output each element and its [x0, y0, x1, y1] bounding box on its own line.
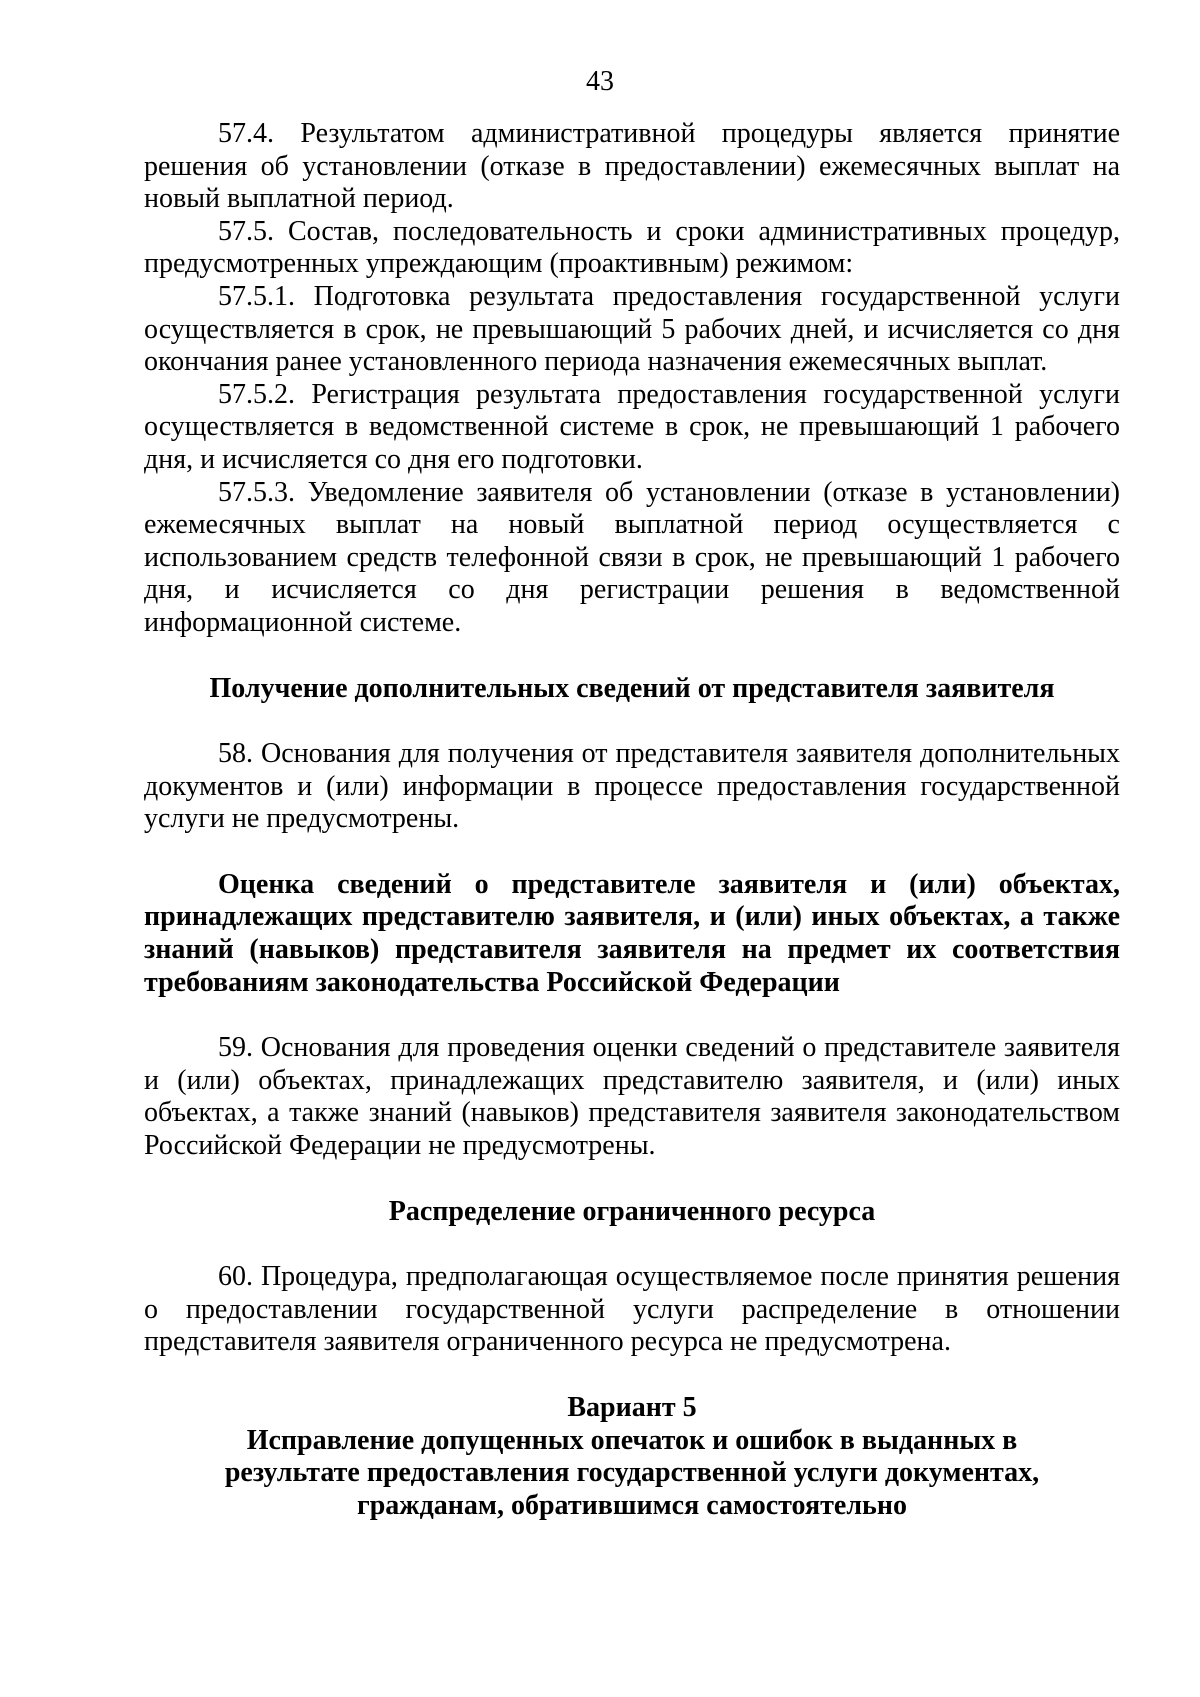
variant-subtitle-line-3: гражданам, обратившимся самостоятельно	[357, 1489, 907, 1521]
paragraph-60: 60. Процедура, предполагающая осуществляемое после принятия решения о предоставлении государственной услуги распределение в отношении представителя заявителя ограниченного ресурса не предусмотрена.	[144, 1261, 1120, 1358]
variant-subtitle-line-2: результате предоставления государственной услуги документах,	[224, 1457, 1040, 1489]
spacer	[144, 1228, 1120, 1261]
spacer	[144, 1163, 1120, 1196]
variant-title: Вариант 5	[567, 1392, 697, 1423]
spacer	[144, 999, 1120, 1032]
spacer	[144, 1359, 1120, 1392]
section-heading-additional-info: Получение дополнительных сведений от представителя заявителя	[209, 672, 1055, 704]
spacer	[144, 640, 1120, 673]
document-body	[144, 118, 1120, 1522]
paragraph-57-4: 57.4. Результатом административной процедуры является принятие решения об установлении (отказе в предоставлении) ежемесячных выплат на новый выплатной период.	[144, 118, 1120, 215]
section-heading-resource-distribution: Распределение ограниченного ресурса	[388, 1195, 876, 1227]
variant-subtitle-line-1: Исправление допущенных опечаток и ошибок в выданных в	[246, 1424, 1018, 1456]
paragraph-57-5-2: 57.5.2. Регистрация результата предоставления государственной услуги осуществляется в ведомственной системе в срок, не превышающий 1 рабочего дня, и исчисляется со дня его подготовки.	[144, 378, 1120, 475]
paragraph-58: 58. Основания для получения от представителя заявителя дополнительных документов и (или) информации в процессе предоставления государственной услуги не предусмотрены.	[144, 738, 1120, 835]
spacer	[144, 705, 1120, 738]
paragraph-57-5-1: 57.5.1. Подготовка результата предоставления государственной услуги осуществляется в срок, не превышающий 5 рабочих дней, и исчисляется со дня окончания ранее установленного периода назначения ежемесячных выплат.	[144, 280, 1120, 378]
paragraph-57-5-3: 57.5.3. Уведомление заявителя об установлении (отказе в установлении) ежемесячных выплат на новый выплатной период осуществляется с использованием средств телефонной связи в срок, не превышающий 1 рабочего дня, и исчисляется со дня регистрации решения в ведомственной информационной системе.	[144, 476, 1120, 638]
paragraph-59: 59. Основания для проведения оценки сведений о представителе заявителя и (или) объектах, принадлежащих представителю заявителя, и (или) иных объектах, а также знаний (навыков) представителя заявителя законодательством Российской Федерации не предусмотрены.	[144, 1032, 1120, 1162]
spacer	[144, 836, 1120, 869]
page-number: 43	[586, 66, 614, 97]
section-heading-assessment: Оценка сведений о представителе заявителя и (или) объектах, принадлежащих представителю заявителя, и (или) иных объектах, а также знаний (навыков) представителя заявителя на предмет их соответствия требованиям законодательства Российской Федерации	[144, 868, 1120, 998]
paragraph-57-5: 57.5. Состав, последовательность и сроки административных процедур, предусмотренных упреждающим (проактивным) режимом:	[144, 215, 1120, 280]
